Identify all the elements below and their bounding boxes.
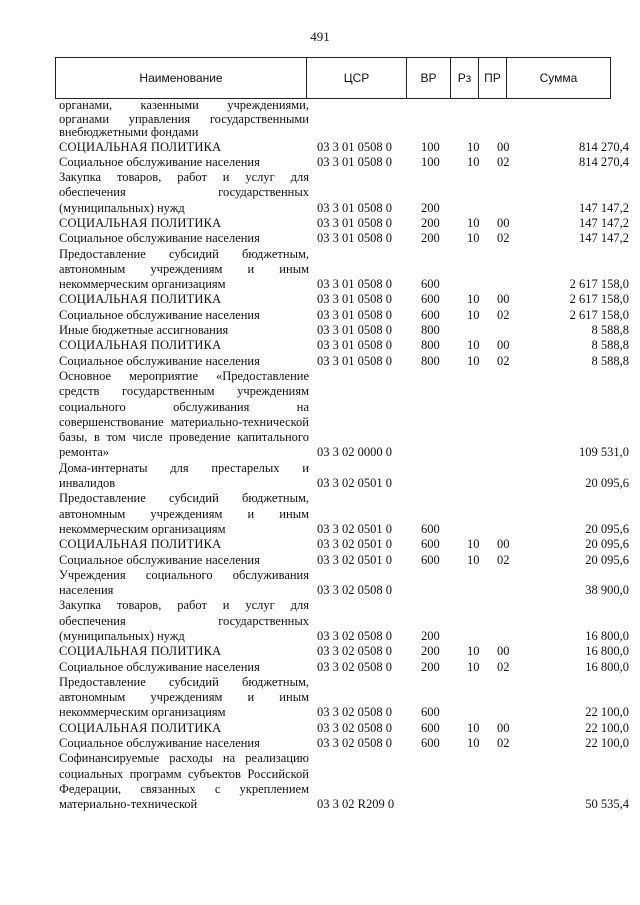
table-row <box>55 338 640 353</box>
cell-csr: 03 3 02 0508 0 <box>317 583 392 598</box>
cell-rz <box>465 170 495 216</box>
cell-vr: 600 <box>421 307 440 322</box>
cell-vr: 800 <box>421 323 440 338</box>
cell-pr: 00 <box>497 215 510 230</box>
cell-rz: 10 <box>467 659 480 674</box>
cell-pr: 02 <box>497 231 510 246</box>
cell-vr: 600 <box>421 521 440 536</box>
cell-vr: 800 <box>421 338 440 353</box>
cell-vr: 200 <box>421 629 440 643</box>
cell-name: Социальное обслуживание населения <box>59 552 260 567</box>
table-row <box>55 323 640 338</box>
cell-rz: 10 <box>467 215 480 230</box>
cell-csr: 03 3 01 0508 0 <box>317 154 392 169</box>
cell-pr <box>495 369 525 461</box>
cell-sum: 8 588,8 <box>591 338 629 353</box>
cell-csr: 03 3 01 0508 0 <box>317 338 392 353</box>
cell-pr: 02 <box>497 353 510 368</box>
cell-sum: 20 095,6 <box>585 537 629 552</box>
cell-name: Дома-интернаты для престарелых и инвалидов <box>59 460 309 491</box>
cell-sum: 2 617 158,0 <box>569 307 629 322</box>
cell-name: Социальное обслуживание населения <box>59 659 260 674</box>
cell-name: СОЦИАЛЬНАЯ ПОЛИТИКА <box>59 139 222 154</box>
table-row <box>55 354 640 369</box>
cell-rz <box>465 461 495 492</box>
cell-name: Предоставление субсидий бюджетным, автономным учреждениям и иным некоммерческим организациям <box>59 246 309 292</box>
cell-sum: 20 095,6 <box>585 476 629 491</box>
cell-rz <box>465 369 495 461</box>
cell-name: Социальное обслуживание населения <box>59 231 260 246</box>
cell-pr: 00 <box>497 537 510 552</box>
cell-name: Закупка товаров, работ и услуг для обеспечения государственных (муниципальных) нужд <box>59 598 309 643</box>
cell-sum: 16 800,0 <box>585 629 629 643</box>
table-row <box>55 170 640 216</box>
cell-rz <box>465 751 495 812</box>
cell-name: СОЦИАЛЬНАЯ ПОЛИТИКА <box>59 644 222 659</box>
cell-csr: 03 3 01 0508 0 <box>317 231 392 246</box>
cell-csr: 03 3 02 0508 0 <box>317 705 392 720</box>
cell-sum: 20 095,6 <box>585 521 629 536</box>
cell-vr <box>417 369 465 461</box>
cell-pr <box>495 247 525 293</box>
cell-vr: 600 <box>421 736 440 751</box>
cell-csr: 03 3 01 0508 0 <box>317 277 392 292</box>
cell-csr: 03 3 02 0501 0 <box>317 476 392 491</box>
cell-csr <box>311 99 417 140</box>
cell-sum: 22 100,0 <box>585 720 629 735</box>
cell-sum: 109 531,0 <box>579 445 629 460</box>
cell-pr: 02 <box>497 659 510 674</box>
cell-vr: 200 <box>421 200 440 215</box>
cell-vr <box>417 99 465 140</box>
cell-name: Социальное обслуживание населения <box>59 736 260 751</box>
cell-vr: 200 <box>421 231 440 246</box>
cell-rz: 10 <box>467 292 480 307</box>
cell-pr: 02 <box>497 736 510 751</box>
table-row <box>55 216 640 231</box>
table-row <box>55 553 640 568</box>
cell-pr: 00 <box>497 644 510 659</box>
cell-rz: 10 <box>467 537 480 552</box>
header-csr: ЦСР <box>306 58 406 98</box>
cell-sum: 147 147,2 <box>579 231 629 246</box>
cell-csr: 03 3 02 0508 0 <box>317 644 392 659</box>
table-header <box>55 57 611 99</box>
cell-name: Закупка товаров, работ и услуг для обеспечения государственных (муниципальных) нужд <box>59 170 309 215</box>
cell-rz: 10 <box>467 231 480 246</box>
table-row <box>55 292 640 307</box>
cell-rz: 10 <box>467 338 480 353</box>
cell-vr: 200 <box>421 215 440 230</box>
cell-rz <box>465 675 495 721</box>
cell-pr <box>495 568 525 599</box>
cell-rz: 10 <box>467 552 480 567</box>
cell-vr: 200 <box>421 659 440 674</box>
cell-csr: 03 3 02 0501 0 <box>317 552 392 567</box>
header-sum: Сумма <box>506 58 610 98</box>
cell-rz: 10 <box>467 139 480 154</box>
cell-csr: 03 3 01 0508 0 <box>317 353 392 368</box>
cell-sum: 38 900,0 <box>585 583 629 598</box>
cell-csr: 03 3 02 0508 0 <box>317 629 392 643</box>
table-row <box>55 491 640 537</box>
cell-name: СОЦИАЛЬНАЯ ПОЛИТИКА <box>59 720 222 735</box>
cell-vr: 600 <box>421 552 440 567</box>
cell-sum: 8 588,8 <box>591 353 629 368</box>
table-row <box>55 155 640 170</box>
cell-name: СОЦИАЛЬНАЯ ПОЛИТИКА <box>59 537 222 552</box>
cell-vr: 600 <box>421 292 440 307</box>
table-row <box>55 751 640 812</box>
cell-name: СОЦИАЛЬНАЯ ПОЛИТИКА <box>59 292 222 307</box>
table-row <box>55 369 640 461</box>
cell-name: Основное мероприятие «Предоставление средств государственным учреждениям социального обслуживания на совершенствование материально-технической базы, в том числе проведение капитального ремонта» <box>59 368 309 460</box>
table-row <box>55 721 640 736</box>
table-row <box>55 308 640 323</box>
cell-vr: 600 <box>421 720 440 735</box>
table-row <box>55 644 640 659</box>
cell-csr: 03 3 01 0508 0 <box>317 292 392 307</box>
cell-name: Учреждения социального обслуживания населения <box>59 567 309 598</box>
cell-sum: 2 617 158,0 <box>569 277 629 292</box>
cell-sum <box>525 99 640 140</box>
cell-name: Предоставление субсидий бюджетным, автономным учреждениям и иным некоммерческим организациям <box>59 674 309 720</box>
header-name: Наименование <box>139 71 223 85</box>
cell-csr: 03 3 02 0508 0 <box>317 659 392 674</box>
cell-sum: 814 270,4 <box>579 154 629 169</box>
cell-csr: 03 3 02 0501 0 <box>317 521 392 536</box>
table-body <box>55 99 640 813</box>
cell-pr: 00 <box>497 292 510 307</box>
cell-name: СОЦИАЛЬНАЯ ПОЛИТИКА <box>59 215 222 230</box>
cell-name: Социальное обслуживание населения <box>59 307 260 322</box>
cell-name: Иные бюджетные ассигнования <box>59 323 229 338</box>
cell-rz: 10 <box>467 644 480 659</box>
cell-vr: 600 <box>421 277 440 292</box>
table-row <box>55 231 640 246</box>
cell-sum: 22 100,0 <box>585 705 629 720</box>
table-row <box>55 675 640 721</box>
cell-name: Предоставление субсидий бюджетным, автономным учреждениям и иным некоммерческим организациям <box>59 491 309 536</box>
cell-csr: 03 3 01 0508 0 <box>317 323 392 338</box>
cell-rz: 10 <box>467 353 480 368</box>
table-row <box>55 598 640 644</box>
cell-csr: 03 3 02 0000 0 <box>317 445 392 460</box>
cell-pr: 00 <box>497 139 510 154</box>
table-row <box>55 140 640 155</box>
cell-vr <box>417 751 465 812</box>
table-row <box>55 461 640 492</box>
cell-sum: 16 800,0 <box>585 644 629 659</box>
cell-pr: 02 <box>497 154 510 169</box>
cell-name: органами, казенными учреждениями, органами управления государственными внебюджетными фондами <box>59 98 309 139</box>
cell-vr: 600 <box>421 537 440 552</box>
table-row <box>55 247 640 293</box>
cell-csr: 03 3 01 0508 0 <box>317 139 392 154</box>
table-row <box>55 537 640 552</box>
table-row <box>55 99 640 140</box>
cell-pr <box>495 751 525 812</box>
cell-csr: 03 3 01 0508 0 <box>317 215 392 230</box>
cell-name: Софинансируемые расходы на реализацию социальных программ субъектов Российской Федерации, связанных с укреплением материально-технической <box>59 751 309 812</box>
budget-table <box>55 99 640 813</box>
cell-sum: 16 800,0 <box>585 659 629 674</box>
cell-sum: 147 147,2 <box>579 200 629 215</box>
cell-pr: 00 <box>497 720 510 735</box>
cell-pr <box>495 323 525 338</box>
cell-rz <box>465 323 495 338</box>
cell-pr <box>495 99 525 140</box>
cell-pr: 02 <box>497 552 510 567</box>
cell-pr: 00 <box>497 338 510 353</box>
table-row <box>55 568 640 599</box>
cell-sum: 814 270,4 <box>579 139 629 154</box>
cell-vr: 200 <box>421 644 440 659</box>
cell-vr: 100 <box>421 154 440 169</box>
cell-sum: 50 535,4 <box>585 797 629 812</box>
cell-vr: 800 <box>421 353 440 368</box>
cell-name: СОЦИАЛЬНАЯ ПОЛИТИКА <box>59 338 222 353</box>
table-row <box>55 660 640 675</box>
cell-vr: 600 <box>421 705 440 720</box>
cell-vr <box>417 461 465 492</box>
cell-sum: 20 095,6 <box>585 552 629 567</box>
cell-pr <box>495 598 525 644</box>
page-number: 491 <box>310 29 330 44</box>
cell-vr: 100 <box>421 139 440 154</box>
cell-pr <box>495 461 525 492</box>
cell-csr: 03 3 01 0508 0 <box>317 200 392 215</box>
cell-csr: 03 3 02 0508 0 <box>317 720 392 735</box>
cell-name: Социальное обслуживание населения <box>59 353 260 368</box>
cell-sum: 2 617 158,0 <box>569 292 629 307</box>
cell-rz <box>465 491 495 537</box>
header-rz: Рз <box>450 58 478 98</box>
header-vr: ВР <box>406 58 450 98</box>
cell-pr <box>495 491 525 537</box>
cell-csr: 03 3 02 0501 0 <box>317 537 392 552</box>
cell-rz: 10 <box>467 736 480 751</box>
cell-rz: 10 <box>467 720 480 735</box>
budget-table-sheet <box>55 57 629 813</box>
header-pr: ПР <box>478 58 506 98</box>
cell-name: Социальное обслуживание населения <box>59 154 260 169</box>
cell-csr: 03 3 01 0508 0 <box>317 307 392 322</box>
cell-rz <box>465 247 495 293</box>
cell-pr <box>495 675 525 721</box>
cell-csr: 03 3 02 0508 0 <box>317 736 392 751</box>
cell-rz: 10 <box>467 154 480 169</box>
cell-vr <box>417 568 465 599</box>
cell-sum: 22 100,0 <box>585 736 629 751</box>
cell-rz: 10 <box>467 307 480 322</box>
cell-pr: 02 <box>497 307 510 322</box>
table-row <box>55 736 640 751</box>
cell-rz <box>465 99 495 140</box>
cell-sum: 8 588,8 <box>591 323 629 338</box>
cell-rz <box>465 568 495 599</box>
cell-rz <box>465 598 495 644</box>
cell-sum: 147 147,2 <box>579 215 629 230</box>
cell-pr <box>495 170 525 216</box>
cell-csr: 03 3 02 R209 0 <box>317 797 395 812</box>
